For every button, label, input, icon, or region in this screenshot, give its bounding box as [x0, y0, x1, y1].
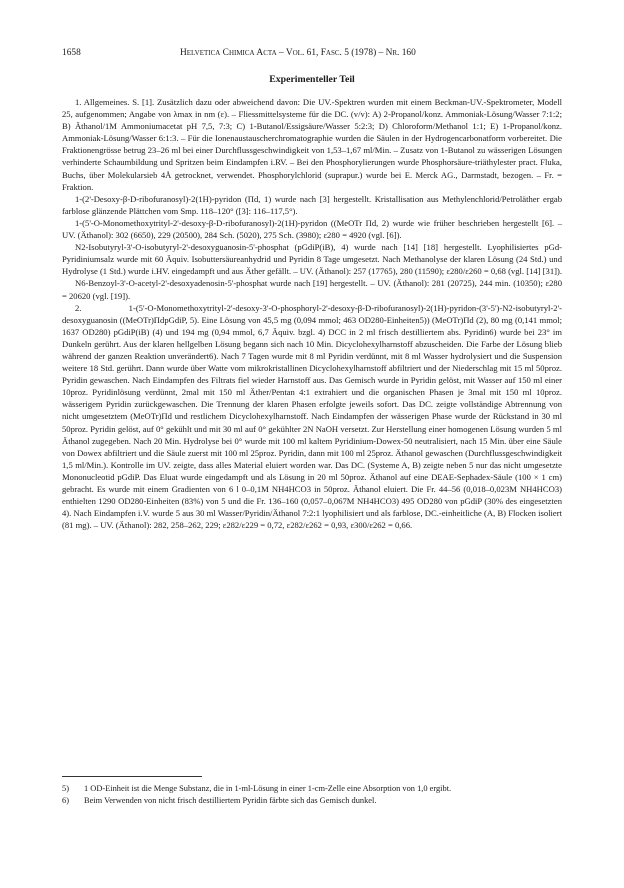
footnote-text: 1 OD-Einheit ist die Menge Substanz, die in 1-ml-Lösung in einer 1-cm-Zelle eine Absorption von 1,0 ergibt.: [84, 784, 452, 793]
footnote-rule: [62, 776, 202, 777]
section-title: Experimenteller Teil: [269, 74, 355, 85]
body-text: [62, 96, 562, 531]
page-number: 1658: [62, 48, 81, 58]
footnote: [62, 795, 562, 807]
paragraph-compound-1: 1-(2'-Desoxy-β-D-ribofuranosyl)-2(1H)-pyridon (Πd, 1) wurde nach [3] hergestellt. Kristallisation aus Methylenchlorid/Petroläther ergab farblose glänzende Plättchen vom Smp. 118–120° ([3]: 116–117,5°).: [62, 193, 562, 216]
paragraph-compound-2: 1-(5'-O-Monomethoxytrityl-2'-desoxy-β-D-ribofuranosyl)-2(1H)-pyridon ((MeOTr Πd, 2) wurde wie früher beschrieben hergestellt [6]. – UV. (Äthanol): 302 (6650), 229 (20500), 284 Sch. (5020), 275 Sch. (3980); ε280 = 4920 (vgl. [6]).: [62, 217, 562, 241]
footnote-mark: 5): [62, 784, 69, 793]
paragraph-synthesis-5: 2. 1-(5'-O-Monomethoxytrityl-2'-desoxy-3'-O-phosphoryl-2'-desoxy-β-D-ribofuranosyl)-2(1H)-pyridon-(3'-5')-N2-isobutyryl-2'-desoxyguanosin ((MeOTr)ΠdpGdiP, 5). Eine Lösung von 45,5 mg (0,094 mmol; 463 OD280-Einheiten5)) (MeOTr)Πd (2), 80 mg (0,141 mmol; 1637 OD280) pGdiP(iB) (4) und 194 mg (0,94 mmol, 6,7 Äquiv. bzgl. 4) DCC in 2 ml frisch destilliertem abs. Pyridin6) wurde bei 23° im Dunkeln gerührt. Aus der klaren hellgelben Lösung begann sich nach 10 Min. Dicyclohexylharnstoff abzuscheiden. Die Farbe der Lösung blieb während der ganzen Reaktion unverändert6). Nach 7 Tagen wurde mit 8 ml Pyridin verdünnt, mit 8 ml Wasser hydrolysiert und die Suspension weitere 18 Std. gerührt. Dann wurde über Watte vom mikrokristallinen Dicyclohexylharnstoff abfiltriert und der Niederschlag mit 15 ml 50proz. Pyridin gewaschen. Nach Eindampfen des Filtrats fiel wieder Harnstoff aus. Das Gemisch wurde in Pyridin gelöst, mit Wasser auf 150 ml einer 10proz. Pyridinlösung verdünnt, 2mal mit 150 ml Äther/Pentan 4:1 extrahiert und die organischen Phasen je 3mal mit 150 ml 10proz. wässerigem Pyridin zurückgewaschen. Die Trennung der klaren Phasen erfolgte jeweils sofort. Das DC. zeigte vollständige Abtrennung von nicht umgesetztem (MeOTr)Πd und restlichem Dicyclohexylharnstoff. Nach Eindampfen der wässerigen Phase wurde der Rückstand in 30 ml 50proz. Pyridin gelöst, auf 0° gekühlt und mit 30 ml auf 0° gekühlter 2N NaOH versetzt. Zur Herstellung einer homogenen Lösung wurden 5 ml Äthanol zugegeben. Nach 20 Min. Hydrolyse bei 0° wurde mit 100 ml kaltem Pyridinium-Dowex-50 neutralisiert, nach 15 Min. über eine Säule von Dowex abfiltriert und die Säule zuerst mit 100 ml 25proz. Pyridin, dann mit 100 ml 25proz. Äthanol gewaschen (Durchflussgeschwindigkeit 1,5 ml/Min.). Kontrolle im UV. zeigte, dass alles Material eluiert worden war. Das DC. (Systeme A, B) zeigte neben 5 nur das nicht umgesetzte Mononucleotid pGdiP. Das Eluat wurde eingedampft und als Lösung in 20 ml 50proz. Äthanol auf eine DEAE-Sephadex-Säule (100 × 1 cm) gebracht. Es wurde mit einem Gradienten von 6 l 0–0,1M NH4HCO3 in 50proz. Äthanol eluiert. Die Fr. 44–56 (0,018–0,023M NH4HCO3) enthielten 1290 OD280-Einheiten (83%) von 5 und die Fr. 136–160 (0,057–0,067M NH4HCO3) 495 OD280 von pGdiP (30% des eingesetzten 4). Nach Eindampfen i.V. wurde 5 aus 30 ml Wasser/Pyridin/Äthanol 7:2:1 lyophilisiert und als farblose, DC.-einheitliche (A, B) Flocken isoliert (81 mg). – UV. (Äthanol): 282, 258–262, 229; ε282/ε229 = 0,72, ε282/ε262 = 0,93, ε300/ε262 = 0,66.: [62, 302, 562, 531]
paragraph-benzoyl-adenosine: N6-Benzoyl-3'-O-acetyl-2'-desoxyadenosin-5'-phosphat wurde nach [19] hergestellt. – UV. (Äthanol): 281 (20725), 244 min. (10350); ε280 = 20620 (vgl. [19]).: [62, 278, 562, 301]
footnotes: [62, 776, 562, 806]
footnote-text: Beim Verwenden von nicht frisch destilliertem Pyridin färbte sich das Gemisch dunkel.: [84, 795, 377, 805]
paragraph-compound-4: N2-Isobutyryl-3'-O-isobutyryl-2'-desoxyguanosin-5'-phosphat (pGdiP(iB), 4) wurde nach [14] [18] hergestellt. Lyophilisiertes pGd-Pyridiniumsalz wurde mit 60 Äquiv. Isobuttersäureanhydrid und Pyridin 8 Tage umgesetzt. Nach Methanolyse der klaren Lösung (24 Std.) und Hydrolyse (1 Std.) wurde i.HV. eingedampft und aus Äther gefällt. – UV. (Äthanol): 257 (17765), 280 (11590); ε280/ε260 = 0,68 (vgl. [14] [31]).: [62, 242, 562, 277]
page-header: [62, 48, 562, 62]
footnote: [62, 783, 562, 795]
running-head: Helvetica Chimica Acta – Vol. 61, Fasc. 5 (1978) – Nr. 160: [180, 48, 416, 58]
footnote-mark: 6): [62, 795, 69, 805]
paragraph-allgemeines: 1. Allgemeines. S. [1]. Zusätzlich dazu oder abweichend davon: Die UV.-Spektren wurden mit einem Beckman-UV.-Spektrometer, Modell 25, aufgenommen; Angabe von λmax in nm (ε). – Fliessmittelsysteme für die DC. (v/v): A) 2-Propanol/konz. Ammoniak-Lösung/Wasser 7:1:2; B) Äthanol/1M Ammoniumacetat pH 7,5, 7:3; C) 1-Butanol/Essigsäure/Wasser 5:2:3; D) Chloroform/Methanol 1:1; E) 1-Propanol/konz. Ammoniak-Lösung/Wasser 6:1:3. – Für die Ionenaustauscherchromatographie wurden die Säulen in der Hydrogencarbonatform vorbereitet. Die Fraktionengrösse betrug 23–26 ml bei einer Durchflussgeschwindigkeit von 1,53–1,67 ml/Min. – Zusatz von 1-Butanol zu wässerigen Lösungen verhinderte Schaumbildung und Spritzen beim Eindampfen i.RV. – Bei den Phosphorylierungen wurde Phosphorsäure-triäthylester pract. Fluka, Buchs, über Molekularsieb 4Å getrocknet, verwendet. Phosphorylchlorid (suprapur.) wurde bei E. Merck AG., Darmstadt, bezogen. – Fr. = Fraktion.: [62, 97, 562, 192]
